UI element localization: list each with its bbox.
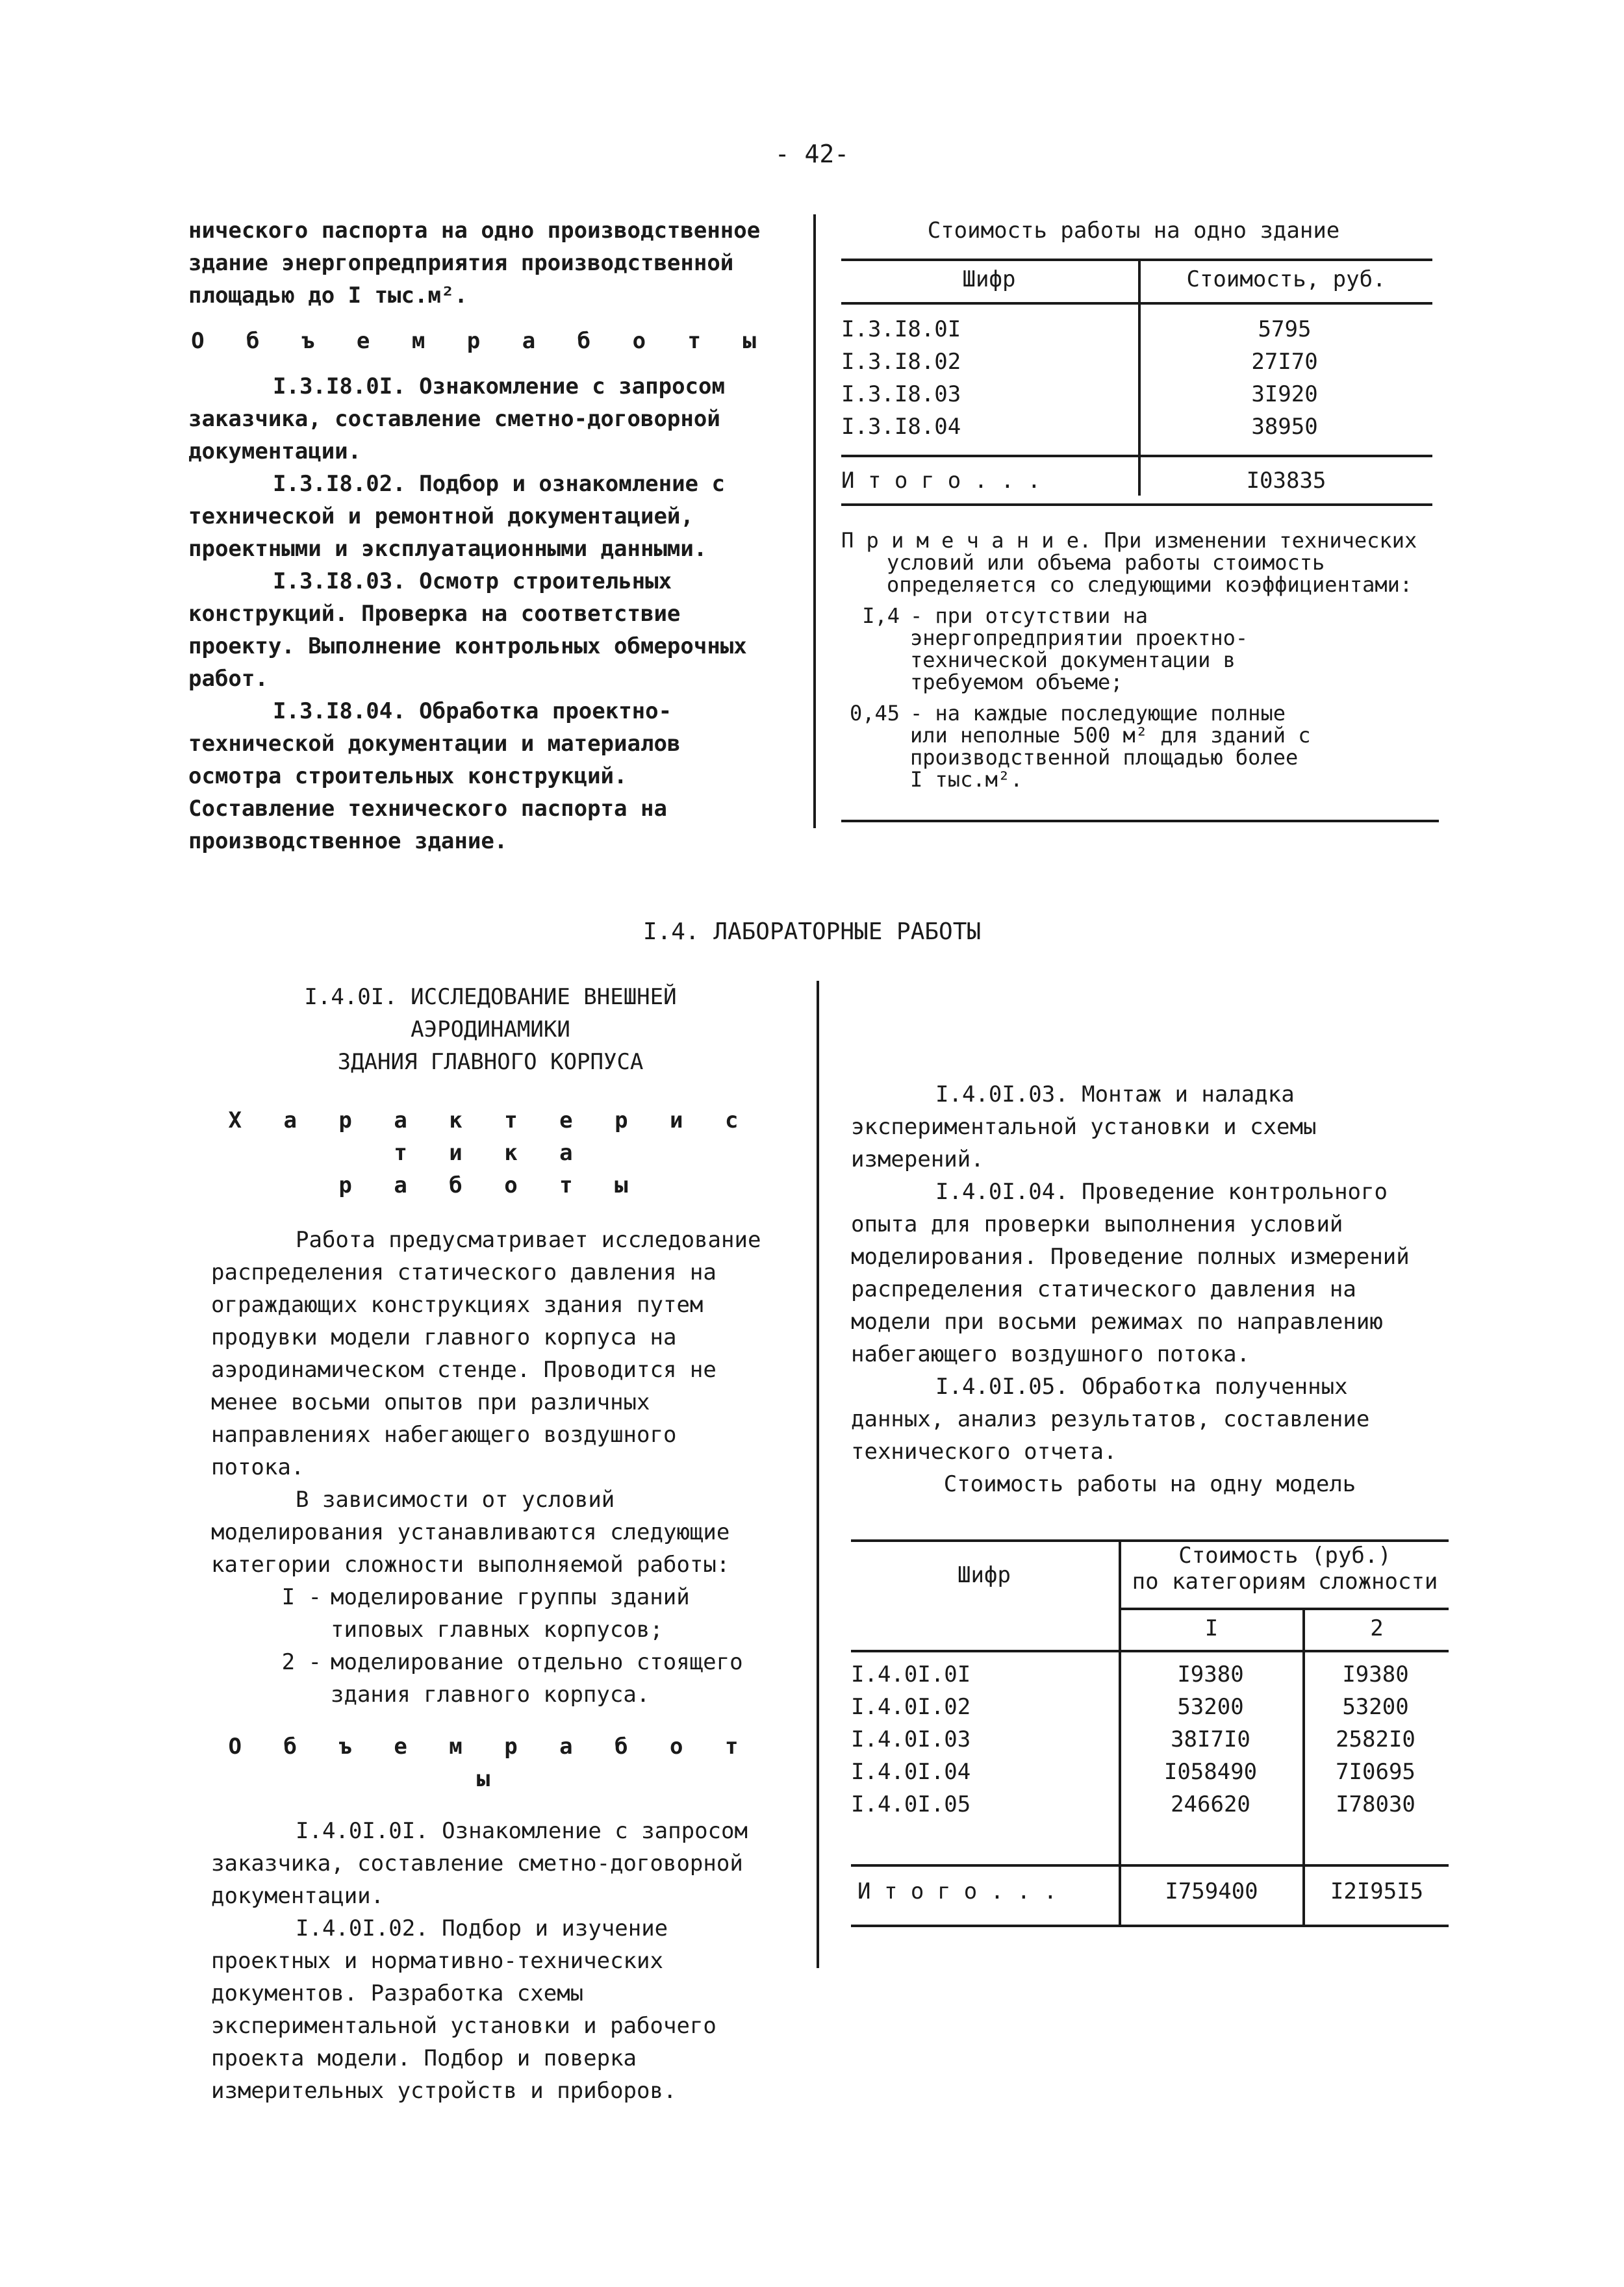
table-row (851, 1788, 1449, 1821)
top-table-caption: Стоимость работы на одно здание (927, 218, 1340, 244)
header-code: Шифр (962, 266, 1016, 292)
header-code: Шифр (958, 1562, 1011, 1588)
table-rule (841, 302, 1432, 305)
table-row (841, 411, 1432, 443)
top-table-body (841, 313, 1432, 443)
bottom-table-body (851, 1658, 1449, 1821)
table-rule (851, 1650, 1449, 1652)
volume-heading: О б ъ е м р а б о т ы (191, 328, 770, 354)
total-value: I03835 (1246, 468, 1326, 494)
header-cost (1121, 1543, 1449, 1595)
row-cost: 38950 (1251, 414, 1318, 440)
coefficient-item (841, 605, 1439, 693)
work-item: I.4.0I.03. Монтаж и наладка экспериментальной установки и схемы измерений. (851, 1081, 1317, 1172)
row-code: I.3.I8.03 (841, 381, 961, 407)
coefficient-text: - при отсутствии на энергопредприятии проектно-технической документации в требуемом объеме; (910, 603, 1249, 694)
subsection-title: I.4.0I. ИССЛЕДОВАНИЕ ВНЕШНЕЙ (304, 984, 677, 1010)
work-item: I.3.I8.02. Подбор и ознакомление с технической и ремонтной документацией, проектными и эксплуатационными данными. (188, 471, 725, 562)
table-rule (851, 1864, 1449, 1867)
page-number: - 42- (774, 140, 850, 168)
characteristic-heading: р а б о т ы (338, 1172, 642, 1198)
row-code: I.4.0I.02 (851, 1694, 971, 1720)
bottom-table-caption: Стоимость работы на одну модель (943, 1471, 1356, 1497)
row-cost: 27I70 (1251, 349, 1318, 375)
row-cost-cat2: 7I0695 (1336, 1759, 1415, 1785)
category-item (211, 1646, 770, 1711)
work-item: I.3.I8.03. Осмотр строительных конструкций. Проверка на соответствие проекту. Выполнение контрольных обмерочных работ. (188, 568, 747, 692)
table-rule (841, 259, 1432, 261)
row-cost-cat2: I78030 (1336, 1791, 1415, 1817)
row-code: I.4.0I.03 (851, 1726, 971, 1752)
row-cost: 5795 (1258, 316, 1312, 342)
continuation-text: нического паспорта на одно производственное здание энергопредприятия производственной площадью до I тыс.м². (188, 218, 761, 309)
header-category: 2 (1370, 1615, 1384, 1641)
table-rule (841, 503, 1432, 506)
row-code: I.4.0I.05 (851, 1791, 971, 1817)
row-code: I.3.I8.02 (841, 349, 961, 375)
row-code: I.3.I8.0I (841, 316, 961, 342)
work-item: I.4.0I.0I. Ознакомление с запросом заказчика, составление сметно-договорной документации. (211, 1818, 748, 1909)
work-item: I.4.0I.04. Проведение контрольного опыта для проверки выполнения условий моделирования. Проведение полных измерений распределения статического давления на модели при восьми режимах по направлению набегающего воздушного потока. (851, 1179, 1410, 1367)
work-item: I.3.I8.04. Обработка проектно-технической документации и материалов осмотра строительных конструкций. Составление технического паспорта на производственное здание. (188, 698, 681, 854)
category-text: моделирование группы зданий типовых главных корпусов; (331, 1584, 690, 1643)
table-row (841, 346, 1432, 378)
row-cost-cat2: I9380 (1342, 1662, 1409, 1687)
row-code: I.3.I8.04 (841, 414, 961, 440)
column-divider (813, 214, 816, 828)
total-cat1: I759400 (1165, 1878, 1258, 1904)
category-item (211, 1581, 770, 1646)
row-cost-cat2: 53200 (1342, 1694, 1409, 1720)
volume-heading: О б ъ е м р а б о т ы (228, 1734, 753, 1792)
table-rule (851, 1925, 1449, 1927)
header-cost: Стоимость, руб. (1186, 266, 1386, 292)
table-row (851, 1723, 1449, 1756)
work-item: I.3.I8.0I. Ознакомление с запросом заказчика, составление сметно-договорной документации. (188, 373, 725, 464)
table-row (851, 1691, 1449, 1723)
section-title: I.4. ЛАБОРАТОРНЫЕ РАБОТЫ (642, 918, 982, 945)
row-code: I.4.0I.0I (851, 1662, 971, 1687)
paragraph: В зависимости от условий моделирования устанавливаются следующие категории сложности выполняемой работы: (211, 1487, 730, 1578)
table-rule (851, 1539, 1449, 1542)
header-cost-line: Стоимость (руб.) (1178, 1543, 1391, 1569)
bottom-right-column (851, 1078, 1449, 1468)
coefficient-value: I,4 (862, 603, 900, 628)
row-cost-cat1: 53200 (1177, 1694, 1244, 1720)
category-text: моделирование отдельно стоящего здания главного корпуса. (331, 1649, 743, 1708)
row-cost-cat1: 246620 (1171, 1791, 1250, 1817)
table-row (841, 313, 1432, 346)
subsection-title: АЭРОДИНАМИКИ (411, 1017, 570, 1042)
row-cost-cat1: 38I7I0 (1171, 1726, 1250, 1752)
total-label: И т о г о . . . (857, 1878, 1058, 1904)
coefficient-item (841, 702, 1439, 790)
column-divider (817, 981, 819, 1968)
characteristic-heading: Х а р а к т е р и с т и к а (228, 1107, 753, 1166)
table-row (851, 1756, 1449, 1788)
table-rule (841, 455, 1432, 457)
table-row (841, 378, 1432, 411)
subsection-title: ЗДАНИЯ ГЛАВНОГО КОРПУСА (337, 1049, 644, 1075)
total-cat2: I2I95I5 (1330, 1878, 1424, 1904)
header-category: I (1204, 1615, 1219, 1641)
coefficient-value: 0,45 (849, 701, 900, 726)
work-item: I.4.0I.02. Подбор и изучение проектных и нормативно-технических документов. Разработка схемы экспериментальной установки и рабочего проекта модели. Подбор и поверка измерительных устройств и приборов. (211, 1915, 717, 2104)
note-rule (841, 820, 1439, 822)
header-cost-line: по категориям сложности (1132, 1569, 1438, 1595)
category-number: 2 - (281, 1649, 322, 1675)
category-number: I - (281, 1584, 322, 1610)
row-cost-cat1: I9380 (1177, 1662, 1244, 1687)
bottom-left-column (211, 981, 770, 2107)
row-cost: 3I920 (1251, 381, 1318, 407)
coefficient-text: - на каждые последующие полные или неполные 500 м² для зданий с производственной площадью более I тыс.м². (910, 701, 1311, 792)
table-row (851, 1658, 1449, 1691)
work-item: I.4.0I.05. Обработка полученных данных, анализ результатов, составление технического отчета. (851, 1374, 1370, 1465)
row-cost-cat1: I058490 (1163, 1759, 1258, 1785)
total-label: И т о г о . . . (841, 468, 1041, 494)
paragraph: Работа предусматривает исследование распределения статического давления на ограждающих конструкциях здания путем продувки модели главного корпуса на аэродинамическом стенде. Проводится не менее восьми опытов при различных направлениях набегающего воздушного потока. (211, 1227, 761, 1480)
note (841, 529, 1439, 790)
row-cost-cat2: 2582I0 (1336, 1726, 1415, 1752)
row-code: I.4.0I.04 (851, 1759, 971, 1785)
top-left-column (188, 214, 773, 857)
table-rule (1119, 1608, 1449, 1610)
note-text: П р и м е ч а н и е. При изменении технических условий или объема работы стоимость определяется со следующими коэффициентами: (841, 528, 1417, 597)
